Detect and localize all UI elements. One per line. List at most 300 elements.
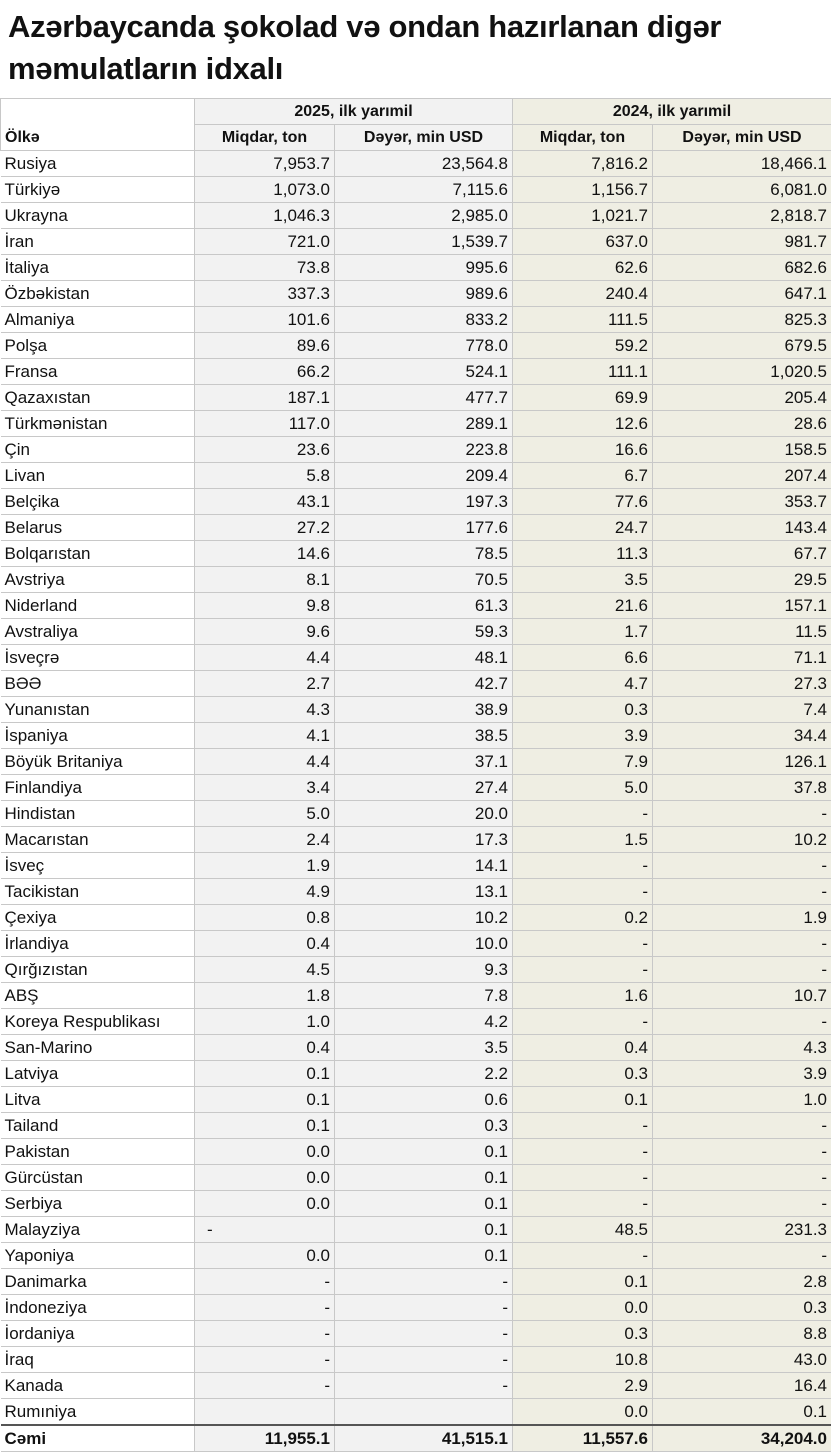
qty-2024-cell: 62.6: [513, 255, 653, 281]
qty-2025-cell: 4.5: [195, 957, 335, 983]
country-cell: Koreya Respublikası: [1, 1009, 195, 1035]
qty-2024-cell: -: [513, 1165, 653, 1191]
value-2025-cell: 38.5: [335, 723, 513, 749]
total-row: [1, 1425, 831, 1452]
qty-2024-cell: 0.3: [513, 1321, 653, 1347]
qty-2025-cell: 8.1: [195, 567, 335, 593]
country-cell: Türkiyə: [1, 177, 195, 203]
qty-2025-cell: 43.1: [195, 489, 335, 515]
table-row: [1, 177, 831, 203]
value-2025-cell: 48.1: [335, 645, 513, 671]
value-2025-cell: 42.7: [335, 671, 513, 697]
table-row: [1, 801, 831, 827]
qty-2025-cell: 187.1: [195, 385, 335, 411]
value-2024-cell: 10.7: [653, 983, 831, 1009]
value-2025-cell: 0.1: [335, 1139, 513, 1165]
country-cell: Tacikistan: [1, 879, 195, 905]
value-2025-cell: 289.1: [335, 411, 513, 437]
table-row: [1, 1347, 831, 1373]
value-2025-cell: 0.1: [335, 1243, 513, 1269]
qty-2024-cell: 12.6: [513, 411, 653, 437]
country-cell: BƏƏ: [1, 671, 195, 697]
value-2025-cell: 524.1: [335, 359, 513, 385]
country-cell: Tailand: [1, 1113, 195, 1139]
qty-2024-cell: -: [513, 1113, 653, 1139]
country-cell: Ukrayna: [1, 203, 195, 229]
value-2025-cell: 0.1: [335, 1165, 513, 1191]
qty-2024-cell: 21.6: [513, 593, 653, 619]
qty-2025-cell: 27.2: [195, 515, 335, 541]
qty-2025-cell: 0.0: [195, 1165, 335, 1191]
qty-2025-cell: 4.4: [195, 645, 335, 671]
value-2025-cell: 70.5: [335, 567, 513, 593]
country-cell: San-Marino: [1, 1035, 195, 1061]
table-row: [1, 411, 831, 437]
table-row: [1, 879, 831, 905]
qty-2024-cell: -: [513, 1243, 653, 1269]
table-row: [1, 1399, 831, 1426]
qty-2025-cell: -: [195, 1295, 335, 1321]
qty-2024-cell: 77.6: [513, 489, 653, 515]
qty-2025-cell: 0.1: [195, 1113, 335, 1139]
table-row: [1, 1373, 831, 1399]
value-2024-cell: -: [653, 957, 831, 983]
qty-2025-cell: 721.0: [195, 229, 335, 255]
value-2025-cell: 3.5: [335, 1035, 513, 1061]
qty-2024-cell: 24.7: [513, 515, 653, 541]
qty-2025-cell: 1,046.3: [195, 203, 335, 229]
qty-2024-cell: -: [513, 957, 653, 983]
value-2024-cell: 1,020.5: [653, 359, 831, 385]
country-cell: Avstraliya: [1, 619, 195, 645]
country-cell: Polşa: [1, 333, 195, 359]
table-header: [1, 99, 831, 151]
qty-2025-cell: 0.8: [195, 905, 335, 931]
table-body: [1, 151, 831, 1452]
country-cell: Cəmi: [1, 1425, 195, 1452]
value-2024-cell: 1.0: [653, 1087, 831, 1113]
country-cell: Bolqarıstan: [1, 541, 195, 567]
table-row: [1, 229, 831, 255]
country-cell: İordaniya: [1, 1321, 195, 1347]
country-cell: Rusiya: [1, 151, 195, 177]
value-2024-header: Dəyər, min USD: [653, 125, 831, 151]
qty-2025-cell: 0.1: [195, 1087, 335, 1113]
qty-2024-cell: 0.3: [513, 697, 653, 723]
qty-2025-cell: 66.2: [195, 359, 335, 385]
qty-2024-cell: 7,816.2: [513, 151, 653, 177]
value-2024-cell: 18,466.1: [653, 151, 831, 177]
period-2025-header: 2025, ilk yarımil: [195, 99, 513, 125]
value-2024-cell: 7.4: [653, 697, 831, 723]
qty-2025-cell: 4.1: [195, 723, 335, 749]
qty-2024-cell: -: [513, 879, 653, 905]
value-2024-cell: 231.3: [653, 1217, 831, 1243]
table-row: [1, 619, 831, 645]
qty-2025-cell: 89.6: [195, 333, 335, 359]
value-2024-cell: 71.1: [653, 645, 831, 671]
value-2024-cell: 157.1: [653, 593, 831, 619]
value-2025-cell: 23,564.8: [335, 151, 513, 177]
value-2024-cell: 353.7: [653, 489, 831, 515]
table-row: [1, 931, 831, 957]
qty-2025-cell: 0.0: [195, 1191, 335, 1217]
value-2025-cell: 778.0: [335, 333, 513, 359]
country-cell: Danimarka: [1, 1269, 195, 1295]
qty-2024-cell: -: [513, 853, 653, 879]
value-2024-cell: 2,818.7: [653, 203, 831, 229]
table-row: [1, 775, 831, 801]
country-cell: Qırğızıstan: [1, 957, 195, 983]
value-2025-cell: 7,115.6: [335, 177, 513, 203]
qty-2024-cell: 48.5: [513, 1217, 653, 1243]
country-cell: Çexiya: [1, 905, 195, 931]
table-row: [1, 853, 831, 879]
qty-2024-cell: 5.0: [513, 775, 653, 801]
qty-2024-cell: 3.9: [513, 723, 653, 749]
qty-2025-cell: 1.9: [195, 853, 335, 879]
table-row: [1, 1295, 831, 1321]
country-cell: Malayziya: [1, 1217, 195, 1243]
qty-2025-cell: 4.4: [195, 749, 335, 775]
qty-2025-cell: 9.6: [195, 619, 335, 645]
value-2025-cell: 10.0: [335, 931, 513, 957]
value-2024-cell: -: [653, 853, 831, 879]
value-2025-cell: 0.1: [335, 1191, 513, 1217]
qty-2025-cell: 4.3: [195, 697, 335, 723]
table-row: [1, 437, 831, 463]
qty-2025-cell: -: [195, 1269, 335, 1295]
value-2024-cell: 34,204.0: [653, 1425, 831, 1452]
value-2024-cell: 1.9: [653, 905, 831, 931]
table-row: [1, 515, 831, 541]
qty-2024-cell: -: [513, 931, 653, 957]
qty-2025-cell: 73.8: [195, 255, 335, 281]
value-2025-cell: -: [335, 1269, 513, 1295]
qty-2025-cell: 5.0: [195, 801, 335, 827]
qty-2024-cell: 10.8: [513, 1347, 653, 1373]
country-cell: Fransa: [1, 359, 195, 385]
value-2025-cell: 38.9: [335, 697, 513, 723]
qty-2024-cell: 2.9: [513, 1373, 653, 1399]
table-row: [1, 1217, 831, 1243]
qty-2024-cell: -: [513, 1191, 653, 1217]
value-2025-header: Dəyər, min USD: [335, 125, 513, 151]
table-row: [1, 983, 831, 1009]
qty-2025-cell: -: [195, 1347, 335, 1373]
table-row: [1, 723, 831, 749]
value-2025-cell: 0.3: [335, 1113, 513, 1139]
value-2024-cell: -: [653, 801, 831, 827]
qty-2024-cell: 6.7: [513, 463, 653, 489]
qty-2024-cell: 11.3: [513, 541, 653, 567]
value-2024-cell: 43.0: [653, 1347, 831, 1373]
value-2024-cell: 8.8: [653, 1321, 831, 1347]
value-2025-cell: 477.7: [335, 385, 513, 411]
value-2025-cell: 995.6: [335, 255, 513, 281]
value-2024-cell: 2.8: [653, 1269, 831, 1295]
qty-2024-cell: 11,557.6: [513, 1425, 653, 1452]
value-2024-cell: 6,081.0: [653, 177, 831, 203]
qty-2024-cell: 0.1: [513, 1269, 653, 1295]
qty-2024-cell: 0.1: [513, 1087, 653, 1113]
qty-2024-cell: 16.6: [513, 437, 653, 463]
qty-2025-cell: 0.1: [195, 1061, 335, 1087]
qty-2024-cell: 1.5: [513, 827, 653, 853]
country-cell: Pakistan: [1, 1139, 195, 1165]
value-2024-cell: 11.5: [653, 619, 831, 645]
qty-2024-cell: 1.6: [513, 983, 653, 1009]
table-row: [1, 1191, 831, 1217]
value-2024-cell: -: [653, 1243, 831, 1269]
value-2025-cell: 0.6: [335, 1087, 513, 1113]
country-cell: Qazaxıstan: [1, 385, 195, 411]
country-cell: İsveç: [1, 853, 195, 879]
value-2025-cell: 4.2: [335, 1009, 513, 1035]
value-2024-cell: 679.5: [653, 333, 831, 359]
value-2024-cell: 10.2: [653, 827, 831, 853]
table-row: [1, 151, 831, 177]
table-row: [1, 905, 831, 931]
table-row: [1, 593, 831, 619]
country-cell: Belarus: [1, 515, 195, 541]
value-2025-cell: 7.8: [335, 983, 513, 1009]
country-cell: İrlandiya: [1, 931, 195, 957]
country-cell: Livan: [1, 463, 195, 489]
value-2024-cell: -: [653, 1009, 831, 1035]
country-cell: Niderland: [1, 593, 195, 619]
country-cell: Çin: [1, 437, 195, 463]
qty-2025-cell: 337.3: [195, 281, 335, 307]
value-2025-cell: 78.5: [335, 541, 513, 567]
value-2025-cell: -: [335, 1321, 513, 1347]
value-2025-cell: 10.2: [335, 905, 513, 931]
qty-2025-cell: 0.4: [195, 1035, 335, 1061]
qty-2025-header: Miqdar, ton: [195, 125, 335, 151]
qty-2025-cell: 23.6: [195, 437, 335, 463]
value-2025-cell: 27.4: [335, 775, 513, 801]
country-cell: Özbəkistan: [1, 281, 195, 307]
table-row: [1, 255, 831, 281]
country-cell: Kanada: [1, 1373, 195, 1399]
value-2024-cell: 67.7: [653, 541, 831, 567]
table-row: [1, 333, 831, 359]
value-2025-cell: 989.6: [335, 281, 513, 307]
qty-2025-cell: 0.0: [195, 1139, 335, 1165]
value-2025-cell: 14.1: [335, 853, 513, 879]
qty-2025-cell: -: [195, 1217, 335, 1243]
table-row: [1, 463, 831, 489]
value-2025-cell: -: [335, 1373, 513, 1399]
qty-2025-cell: 11,955.1: [195, 1425, 335, 1452]
value-2025-cell: 37.1: [335, 749, 513, 775]
qty-2024-cell: 7.9: [513, 749, 653, 775]
country-cell: İspaniya: [1, 723, 195, 749]
table-row: [1, 489, 831, 515]
value-2024-cell: 34.4: [653, 723, 831, 749]
table-row: [1, 1321, 831, 1347]
value-2025-cell: 833.2: [335, 307, 513, 333]
period-2024-header: 2024, ilk yarımil: [513, 99, 831, 125]
country-cell: Yunanıstan: [1, 697, 195, 723]
qty-2025-cell: 2.7: [195, 671, 335, 697]
value-2024-cell: 29.5: [653, 567, 831, 593]
value-2024-cell: 981.7: [653, 229, 831, 255]
table-row: [1, 827, 831, 853]
qty-2025-cell: 117.0: [195, 411, 335, 437]
value-2025-cell: 0.1: [335, 1217, 513, 1243]
qty-2025-cell: 0.0: [195, 1243, 335, 1269]
qty-2024-cell: 0.2: [513, 905, 653, 931]
table-row: [1, 307, 831, 333]
country-cell: İran: [1, 229, 195, 255]
qty-2024-cell: 637.0: [513, 229, 653, 255]
table-row: [1, 1009, 831, 1035]
qty-2025-cell: 1,073.0: [195, 177, 335, 203]
value-2024-cell: 4.3: [653, 1035, 831, 1061]
value-2024-cell: 126.1: [653, 749, 831, 775]
country-cell: İraq: [1, 1347, 195, 1373]
value-2025-cell: 2,985.0: [335, 203, 513, 229]
country-cell: Almaniya: [1, 307, 195, 333]
country-cell: Belçika: [1, 489, 195, 515]
table-row: [1, 957, 831, 983]
value-2024-cell: 16.4: [653, 1373, 831, 1399]
qty-2025-cell: -: [195, 1373, 335, 1399]
qty-2024-cell: 1,156.7: [513, 177, 653, 203]
country-cell: Avstriya: [1, 567, 195, 593]
country-cell: İtaliya: [1, 255, 195, 281]
country-cell: Latviya: [1, 1061, 195, 1087]
value-2025-cell: 209.4: [335, 463, 513, 489]
value-2024-cell: 205.4: [653, 385, 831, 411]
country-cell: Macarıstan: [1, 827, 195, 853]
value-2025-cell: 59.3: [335, 619, 513, 645]
value-2025-cell: 13.1: [335, 879, 513, 905]
table-row: [1, 281, 831, 307]
value-2024-cell: 28.6: [653, 411, 831, 437]
country-cell: Yaponiya: [1, 1243, 195, 1269]
value-2024-cell: 27.3: [653, 671, 831, 697]
qty-2024-cell: 0.0: [513, 1295, 653, 1321]
value-2025-cell: 41,515.1: [335, 1425, 513, 1452]
qty-2024-cell: 0.4: [513, 1035, 653, 1061]
qty-2025-cell: -: [195, 1321, 335, 1347]
qty-2024-cell: -: [513, 801, 653, 827]
country-cell: Türkmənistan: [1, 411, 195, 437]
country-cell: Rumıniya: [1, 1399, 195, 1426]
qty-2025-cell: 2.4: [195, 827, 335, 853]
value-2024-cell: -: [653, 1165, 831, 1191]
table-row: [1, 1165, 831, 1191]
qty-2024-cell: 69.9: [513, 385, 653, 411]
country-cell: Litva: [1, 1087, 195, 1113]
value-2024-cell: 143.4: [653, 515, 831, 541]
qty-2025-cell: 1.8: [195, 983, 335, 1009]
table-row: [1, 1243, 831, 1269]
country-cell: Hindistan: [1, 801, 195, 827]
qty-2025-cell: 1.0: [195, 1009, 335, 1035]
value-2024-cell: 158.5: [653, 437, 831, 463]
table-row: [1, 671, 831, 697]
qty-2024-cell: 0.0: [513, 1399, 653, 1426]
value-2024-cell: 647.1: [653, 281, 831, 307]
value-2025-cell: -: [335, 1295, 513, 1321]
country-cell: Böyük Britaniya: [1, 749, 195, 775]
country-cell: Gürcüstan: [1, 1165, 195, 1191]
qty-2025-cell: 3.4: [195, 775, 335, 801]
table-row: [1, 1035, 831, 1061]
page-title: Azərbaycanda şokolad və ondan hazırlanan digər məmulatların idxalı: [8, 6, 823, 90]
table-row: [1, 697, 831, 723]
value-2025-cell: 2.2: [335, 1061, 513, 1087]
qty-2024-cell: 59.2: [513, 333, 653, 359]
table-row: [1, 1087, 831, 1113]
table-row: [1, 567, 831, 593]
qty-2024-cell: 240.4: [513, 281, 653, 307]
country-column-header: Ölkə: [1, 99, 195, 151]
value-2024-cell: -: [653, 1113, 831, 1139]
value-2024-cell: -: [653, 1139, 831, 1165]
qty-2025-cell: 9.8: [195, 593, 335, 619]
value-2024-cell: 0.3: [653, 1295, 831, 1321]
value-2024-cell: 682.6: [653, 255, 831, 281]
qty-2024-cell: 111.5: [513, 307, 653, 333]
qty-2024-cell: 1.7: [513, 619, 653, 645]
qty-2025-cell: 7,953.7: [195, 151, 335, 177]
value-2024-cell: -: [653, 1191, 831, 1217]
value-2025-cell: 20.0: [335, 801, 513, 827]
table-row: [1, 1269, 831, 1295]
value-2025-cell: [335, 1399, 513, 1426]
qty-2024-header: Miqdar, ton: [513, 125, 653, 151]
qty-2024-cell: 3.5: [513, 567, 653, 593]
value-2024-cell: 3.9: [653, 1061, 831, 1087]
value-2025-cell: 17.3: [335, 827, 513, 853]
table-row: [1, 749, 831, 775]
value-2025-cell: -: [335, 1347, 513, 1373]
country-cell: Finlandiya: [1, 775, 195, 801]
qty-2024-cell: 0.3: [513, 1061, 653, 1087]
value-2025-cell: 1,539.7: [335, 229, 513, 255]
value-2025-cell: 61.3: [335, 593, 513, 619]
qty-2024-cell: 111.1: [513, 359, 653, 385]
qty-2024-cell: 1,021.7: [513, 203, 653, 229]
country-cell: İndoneziya: [1, 1295, 195, 1321]
qty-2025-cell: 101.6: [195, 307, 335, 333]
qty-2024-cell: -: [513, 1139, 653, 1165]
country-cell: Serbiya: [1, 1191, 195, 1217]
value-2025-cell: 223.8: [335, 437, 513, 463]
qty-2025-cell: 4.9: [195, 879, 335, 905]
table-row: [1, 645, 831, 671]
country-cell: ABŞ: [1, 983, 195, 1009]
qty-2024-cell: 4.7: [513, 671, 653, 697]
country-cell: İsveçrə: [1, 645, 195, 671]
qty-2025-cell: 0.4: [195, 931, 335, 957]
qty-2024-cell: -: [513, 1009, 653, 1035]
qty-2024-cell: 6.6: [513, 645, 653, 671]
table-row: [1, 203, 831, 229]
qty-2025-cell: 5.8: [195, 463, 335, 489]
table-row: [1, 385, 831, 411]
title-block: [0, 0, 831, 98]
import-table: [0, 98, 831, 1452]
qty-2025-cell: 14.6: [195, 541, 335, 567]
qty-2025-cell: [195, 1399, 335, 1426]
table-row: [1, 359, 831, 385]
table-row: [1, 1113, 831, 1139]
